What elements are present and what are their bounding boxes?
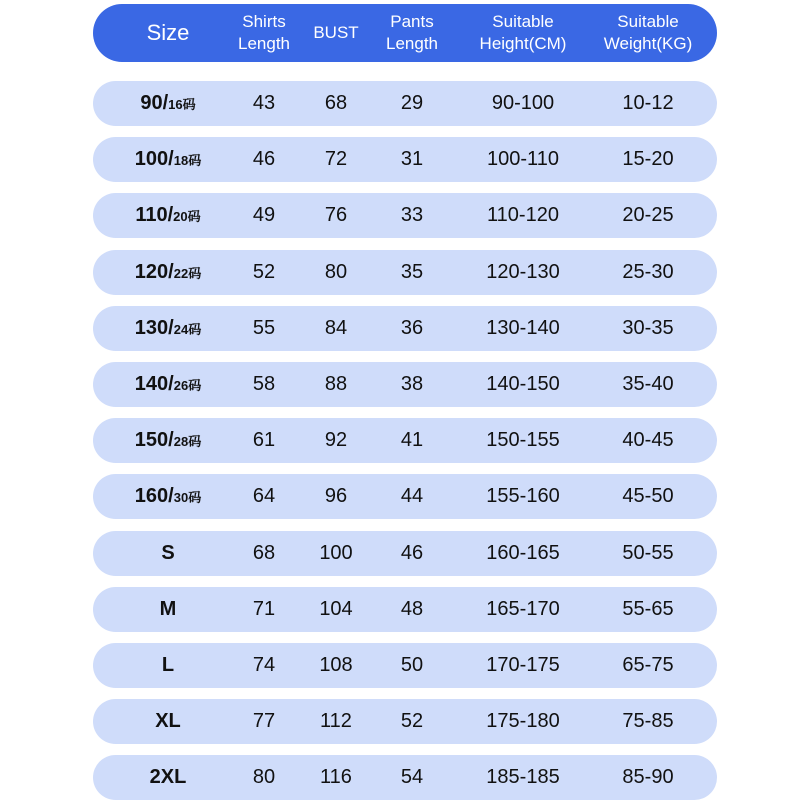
pants-length-cell: 38: [400, 373, 424, 395]
size-code: 22码: [173, 266, 202, 281]
pants-length-cell: 48: [400, 598, 424, 620]
shirts-length-cell: 77: [252, 710, 276, 732]
shirts-length-cell: 49: [252, 204, 276, 226]
table-row: [93, 193, 717, 238]
header-size: Size: [146, 20, 190, 45]
bust-cell: 100: [319, 542, 353, 564]
size-code: 18码: [173, 153, 202, 168]
size-cell: [117, 250, 219, 295]
table-row: [93, 531, 717, 576]
bust-cell: 88: [324, 373, 348, 395]
shirts-length-cell: 43: [252, 92, 276, 114]
header-suitable-weight: Suitable Weight(KG): [603, 12, 693, 53]
shirts-length-cell: 58: [252, 373, 276, 395]
shirts-length-cell: 74: [252, 654, 276, 676]
table-row: [93, 755, 717, 800]
suitable-height-cell: 100-110: [487, 148, 559, 170]
table-row: [93, 81, 717, 126]
shirts-length-cell: 61: [252, 429, 276, 451]
suitable-height-cell: 120-130: [486, 261, 560, 283]
bust-cell: 108: [319, 654, 353, 676]
pants-length-cell: 41: [400, 429, 424, 451]
size-label: 110/: [135, 204, 174, 226]
pants-length-cell: 54: [400, 766, 424, 788]
suitable-height-cell: 150-155: [486, 429, 560, 451]
bust-cell: 116: [320, 766, 352, 788]
table-header: [93, 4, 717, 62]
suitable-height-cell: 185-185: [486, 766, 560, 788]
size-label: 130/: [134, 317, 174, 339]
size-code: 28码: [173, 434, 202, 449]
pants-length-cell: 50: [400, 654, 424, 676]
bust-cell: 76: [324, 204, 348, 226]
suitable-weight-cell: 65-75: [622, 654, 674, 676]
header-suitable-height: Suitable Height(CM): [479, 12, 567, 53]
suitable-height-cell: 155-160: [486, 485, 560, 507]
suitable-weight-cell: 75-85: [622, 710, 674, 732]
bust-cell: 80: [324, 261, 348, 283]
suitable-weight-cell: 50-55: [622, 542, 674, 564]
suitable-weight-cell: 85-90: [622, 766, 674, 788]
size-code: 26码: [173, 378, 202, 393]
bust-cell: 72: [324, 148, 348, 170]
suitable-height-cell: 140-150: [486, 373, 560, 395]
size-cell: [117, 81, 219, 126]
size-cell: [117, 755, 219, 800]
size-cell: [117, 699, 219, 744]
size-code: 24码: [173, 322, 202, 337]
pants-length-cell: 31: [400, 148, 424, 170]
suitable-weight-cell: 15-20: [622, 148, 674, 170]
suitable-weight-cell: 45-50: [622, 485, 674, 507]
size-label: 120/: [134, 261, 174, 283]
shirts-length-cell: 46: [252, 148, 276, 170]
table-row: [93, 587, 717, 632]
pants-length-cell: 46: [400, 542, 424, 564]
table-row: [93, 362, 717, 407]
size-cell: [117, 587, 219, 632]
table-row: [93, 418, 717, 463]
table-row: [93, 306, 717, 351]
size-cell: [117, 643, 219, 688]
size-cell: [117, 306, 219, 351]
suitable-weight-cell: 35-40: [622, 373, 674, 395]
pants-length-cell: 52: [400, 710, 424, 732]
size-label: M: [159, 598, 177, 620]
table-row: [93, 250, 717, 295]
size-cell: [117, 193, 219, 238]
bust-cell: 112: [320, 710, 352, 732]
size-code: 20码: [173, 209, 201, 224]
size-label: S: [161, 542, 175, 564]
shirts-length-cell: 80: [252, 766, 276, 788]
size-label: 150/: [134, 429, 174, 451]
suitable-weight-cell: 55-65: [622, 598, 674, 620]
header-shirts-length: Shirts Length: [238, 12, 290, 53]
bust-cell: 84: [324, 317, 348, 339]
size-cell: [117, 418, 219, 463]
suitable-weight-cell: 40-45: [622, 429, 674, 451]
suitable-height-cell: 165-170: [486, 598, 560, 620]
size-cell: [117, 137, 219, 182]
size-label: 160/: [134, 485, 174, 507]
size-label: 100/: [134, 148, 174, 170]
suitable-weight-cell: 10-12: [622, 92, 674, 114]
pants-length-cell: 44: [400, 485, 424, 507]
suitable-weight-cell: 30-35: [622, 317, 674, 339]
suitable-height-cell: 130-140: [486, 317, 560, 339]
bust-cell: 92: [324, 429, 348, 451]
pants-length-cell: 29: [400, 92, 424, 114]
table-row: [93, 474, 717, 519]
table-row: [93, 643, 717, 688]
pants-length-cell: 36: [400, 317, 424, 339]
shirts-length-cell: 52: [252, 261, 276, 283]
shirts-length-cell: 71: [252, 598, 276, 620]
pants-length-cell: 35: [400, 261, 424, 283]
suitable-height-cell: 110-120: [487, 204, 559, 226]
bust-cell: 68: [324, 92, 348, 114]
size-cell: [117, 531, 219, 576]
size-code: 16码: [168, 97, 196, 112]
header-bust: BUST: [313, 23, 359, 42]
suitable-height-cell: 170-175: [486, 654, 560, 676]
bust-cell: 104: [319, 598, 353, 620]
shirts-length-cell: 64: [252, 485, 276, 507]
header-pants-length: Pants Length: [386, 12, 438, 53]
size-label: 2XL: [149, 766, 187, 788]
size-label: 140/: [134, 373, 174, 395]
size-cell: [117, 362, 219, 407]
shirts-length-cell: 55: [252, 317, 276, 339]
suitable-height-cell: 90-100: [491, 92, 555, 114]
bust-cell: 96: [324, 485, 348, 507]
suitable-height-cell: 175-180: [486, 710, 560, 732]
size-label: L: [161, 654, 175, 676]
size-code: 30码: [173, 490, 202, 505]
suitable-weight-cell: 20-25: [622, 204, 674, 226]
table-row: [93, 699, 717, 744]
shirts-length-cell: 68: [252, 542, 276, 564]
size-cell: [117, 474, 219, 519]
pants-length-cell: 33: [400, 204, 424, 226]
size-label: XL: [155, 710, 181, 732]
suitable-weight-cell: 25-30: [622, 261, 674, 283]
table-row: [93, 137, 717, 182]
size-label: 90/: [140, 92, 169, 114]
suitable-height-cell: 160-165: [486, 542, 560, 564]
